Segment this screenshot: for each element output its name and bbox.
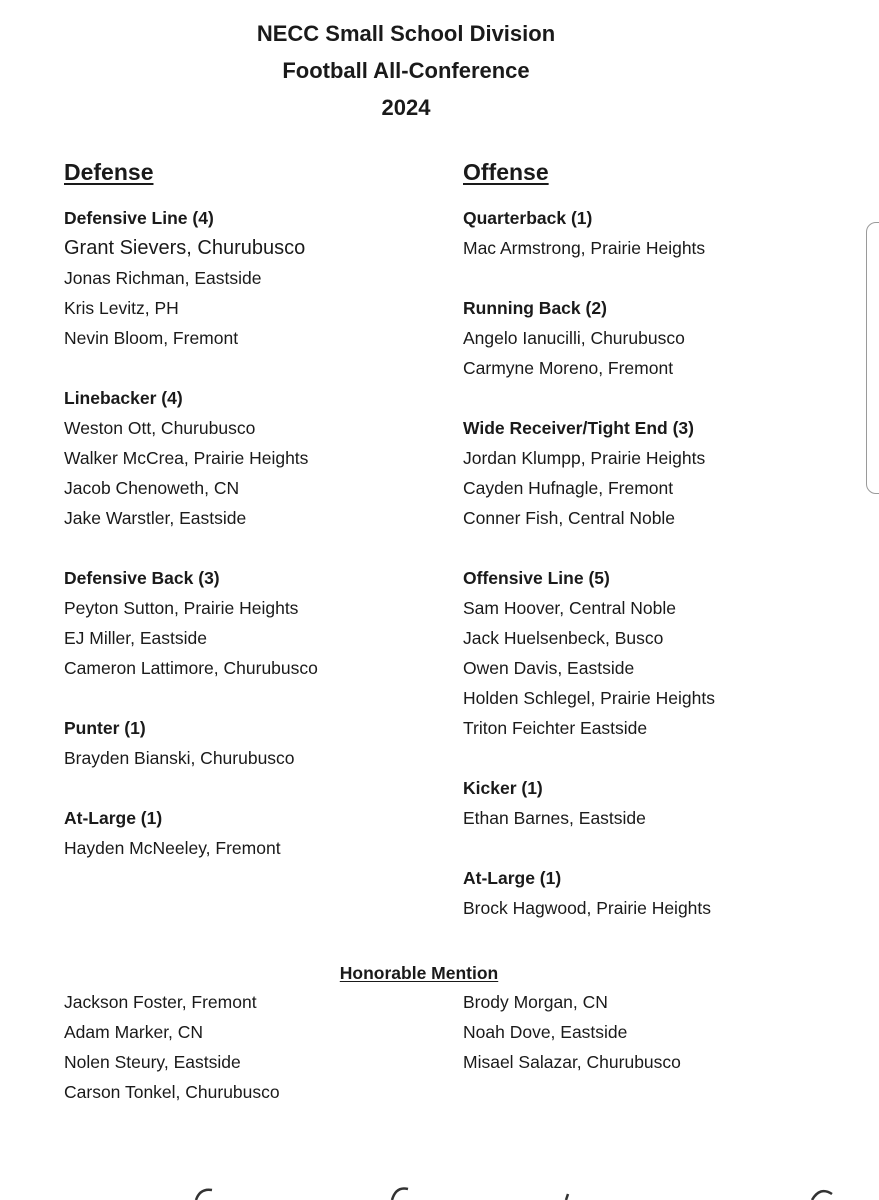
title-line-3: 2024	[381, 95, 431, 120]
honorable-mention-entry: Misael Salazar, Churubusco	[463, 1052, 681, 1072]
player-entry: Peyton Sutton, Prairie Heights	[64, 598, 299, 618]
player-entry: Triton Feichter Eastside	[463, 718, 648, 738]
player-entry: Jake Warstler, Eastside	[64, 508, 247, 528]
player-entry: Jordan Klumpp, Prairie Heights	[463, 448, 706, 468]
honorable-mention-entry: Nolen Steury, Eastside	[64, 1052, 241, 1072]
offense-section	[463, 413, 863, 533]
player-entry: Nevin Bloom, Fremont	[64, 328, 239, 348]
position-heading: Punter (1)	[64, 718, 146, 738]
offense-section	[463, 203, 863, 263]
page-edge-frame	[866, 222, 879, 494]
player-entry: Walker McCrea, Prairie Heights	[64, 448, 309, 468]
defense-section	[64, 383, 464, 533]
player-entry: Jack Huelsenbeck, Busco	[463, 628, 664, 648]
honorable-mention-heading: Honorable Mention	[339, 963, 499, 983]
position-heading: At-Large (1)	[463, 868, 562, 888]
position-heading: Offensive Line (5)	[463, 568, 610, 588]
defense-section	[64, 803, 464, 863]
player-entry: Cayden Hufnagle, Fremont	[463, 478, 674, 498]
player-entry: Holden Schlegel, Prairie Heights	[463, 688, 715, 708]
defense-section	[64, 713, 464, 773]
player-entry: Angelo Ianucilli, Churubusco	[463, 328, 685, 348]
defense-heading: Defense	[64, 159, 154, 185]
position-heading: At-Large (1)	[64, 808, 163, 828]
player-entry: Carmyne Moreno, Fremont	[463, 358, 674, 378]
player-entry: Cameron Lattimore, Churubusco	[64, 658, 318, 678]
player-entry: Brock Hagwood, Prairie Heights	[463, 898, 712, 918]
offense-column	[463, 157, 863, 953]
cropped-text-fragments	[0, 1180, 879, 1200]
honorable-mention-entry: Brody Morgan, CN	[463, 992, 608, 1012]
honorable-mention-left-list	[64, 987, 280, 1107]
offense-heading: Offense	[463, 159, 549, 185]
honorable-mention-entry: Jackson Foster, Fremont	[64, 992, 257, 1012]
honorable-mention-entry: Noah Dove, Eastside	[463, 1022, 628, 1042]
position-heading: Defensive Back (3)	[64, 568, 220, 588]
player-entry: Jacob Chenoweth, CN	[64, 478, 240, 498]
defense-column	[64, 157, 464, 893]
offense-section	[463, 293, 863, 383]
player-entry: Brayden Bianski, Churubusco	[64, 748, 295, 768]
document-title	[0, 15, 812, 126]
defense-section	[64, 203, 464, 353]
title-line-2: Football All-Conference	[282, 58, 530, 83]
player-entry: Sam Hoover, Central Noble	[463, 598, 677, 618]
player-entry: Mac Armstrong, Prairie Heights	[463, 238, 706, 258]
player-entry: Jonas Richman, Eastside	[64, 268, 262, 288]
player-entry: Owen Davis, Eastside	[463, 658, 635, 678]
honorable-mention-entry: Adam Marker, CN	[64, 1022, 204, 1042]
player-entry: Grant Sievers, Churubusco	[64, 237, 306, 259]
offense-section	[463, 863, 863, 923]
position-heading: Kicker (1)	[463, 778, 543, 798]
offense-section	[463, 563, 863, 743]
position-heading: Running Back (2)	[463, 298, 607, 318]
position-heading: Defensive Line (4)	[64, 208, 214, 228]
player-entry: Weston Ott, Churubusco	[64, 418, 256, 438]
player-entry: Kris Levitz, PH	[64, 298, 179, 318]
honorable-mention-right-list	[463, 987, 681, 1077]
defense-section	[64, 563, 464, 683]
player-entry: Conner Fish, Central Noble	[463, 508, 676, 528]
title-line-1: NECC Small School Division	[256, 21, 556, 46]
player-entry: Hayden McNeeley, Fremont	[64, 838, 281, 858]
position-heading: Linebacker (4)	[64, 388, 183, 408]
position-heading: Quarterback (1)	[463, 208, 593, 228]
player-entry: Ethan Barnes, Eastside	[463, 808, 646, 828]
offense-section	[463, 773, 863, 833]
honorable-mention-entry: Carson Tonkel, Churubusco	[64, 1082, 280, 1102]
player-entry: EJ Miller, Eastside	[64, 628, 207, 648]
position-heading: Wide Receiver/Tight End (3)	[463, 418, 694, 438]
